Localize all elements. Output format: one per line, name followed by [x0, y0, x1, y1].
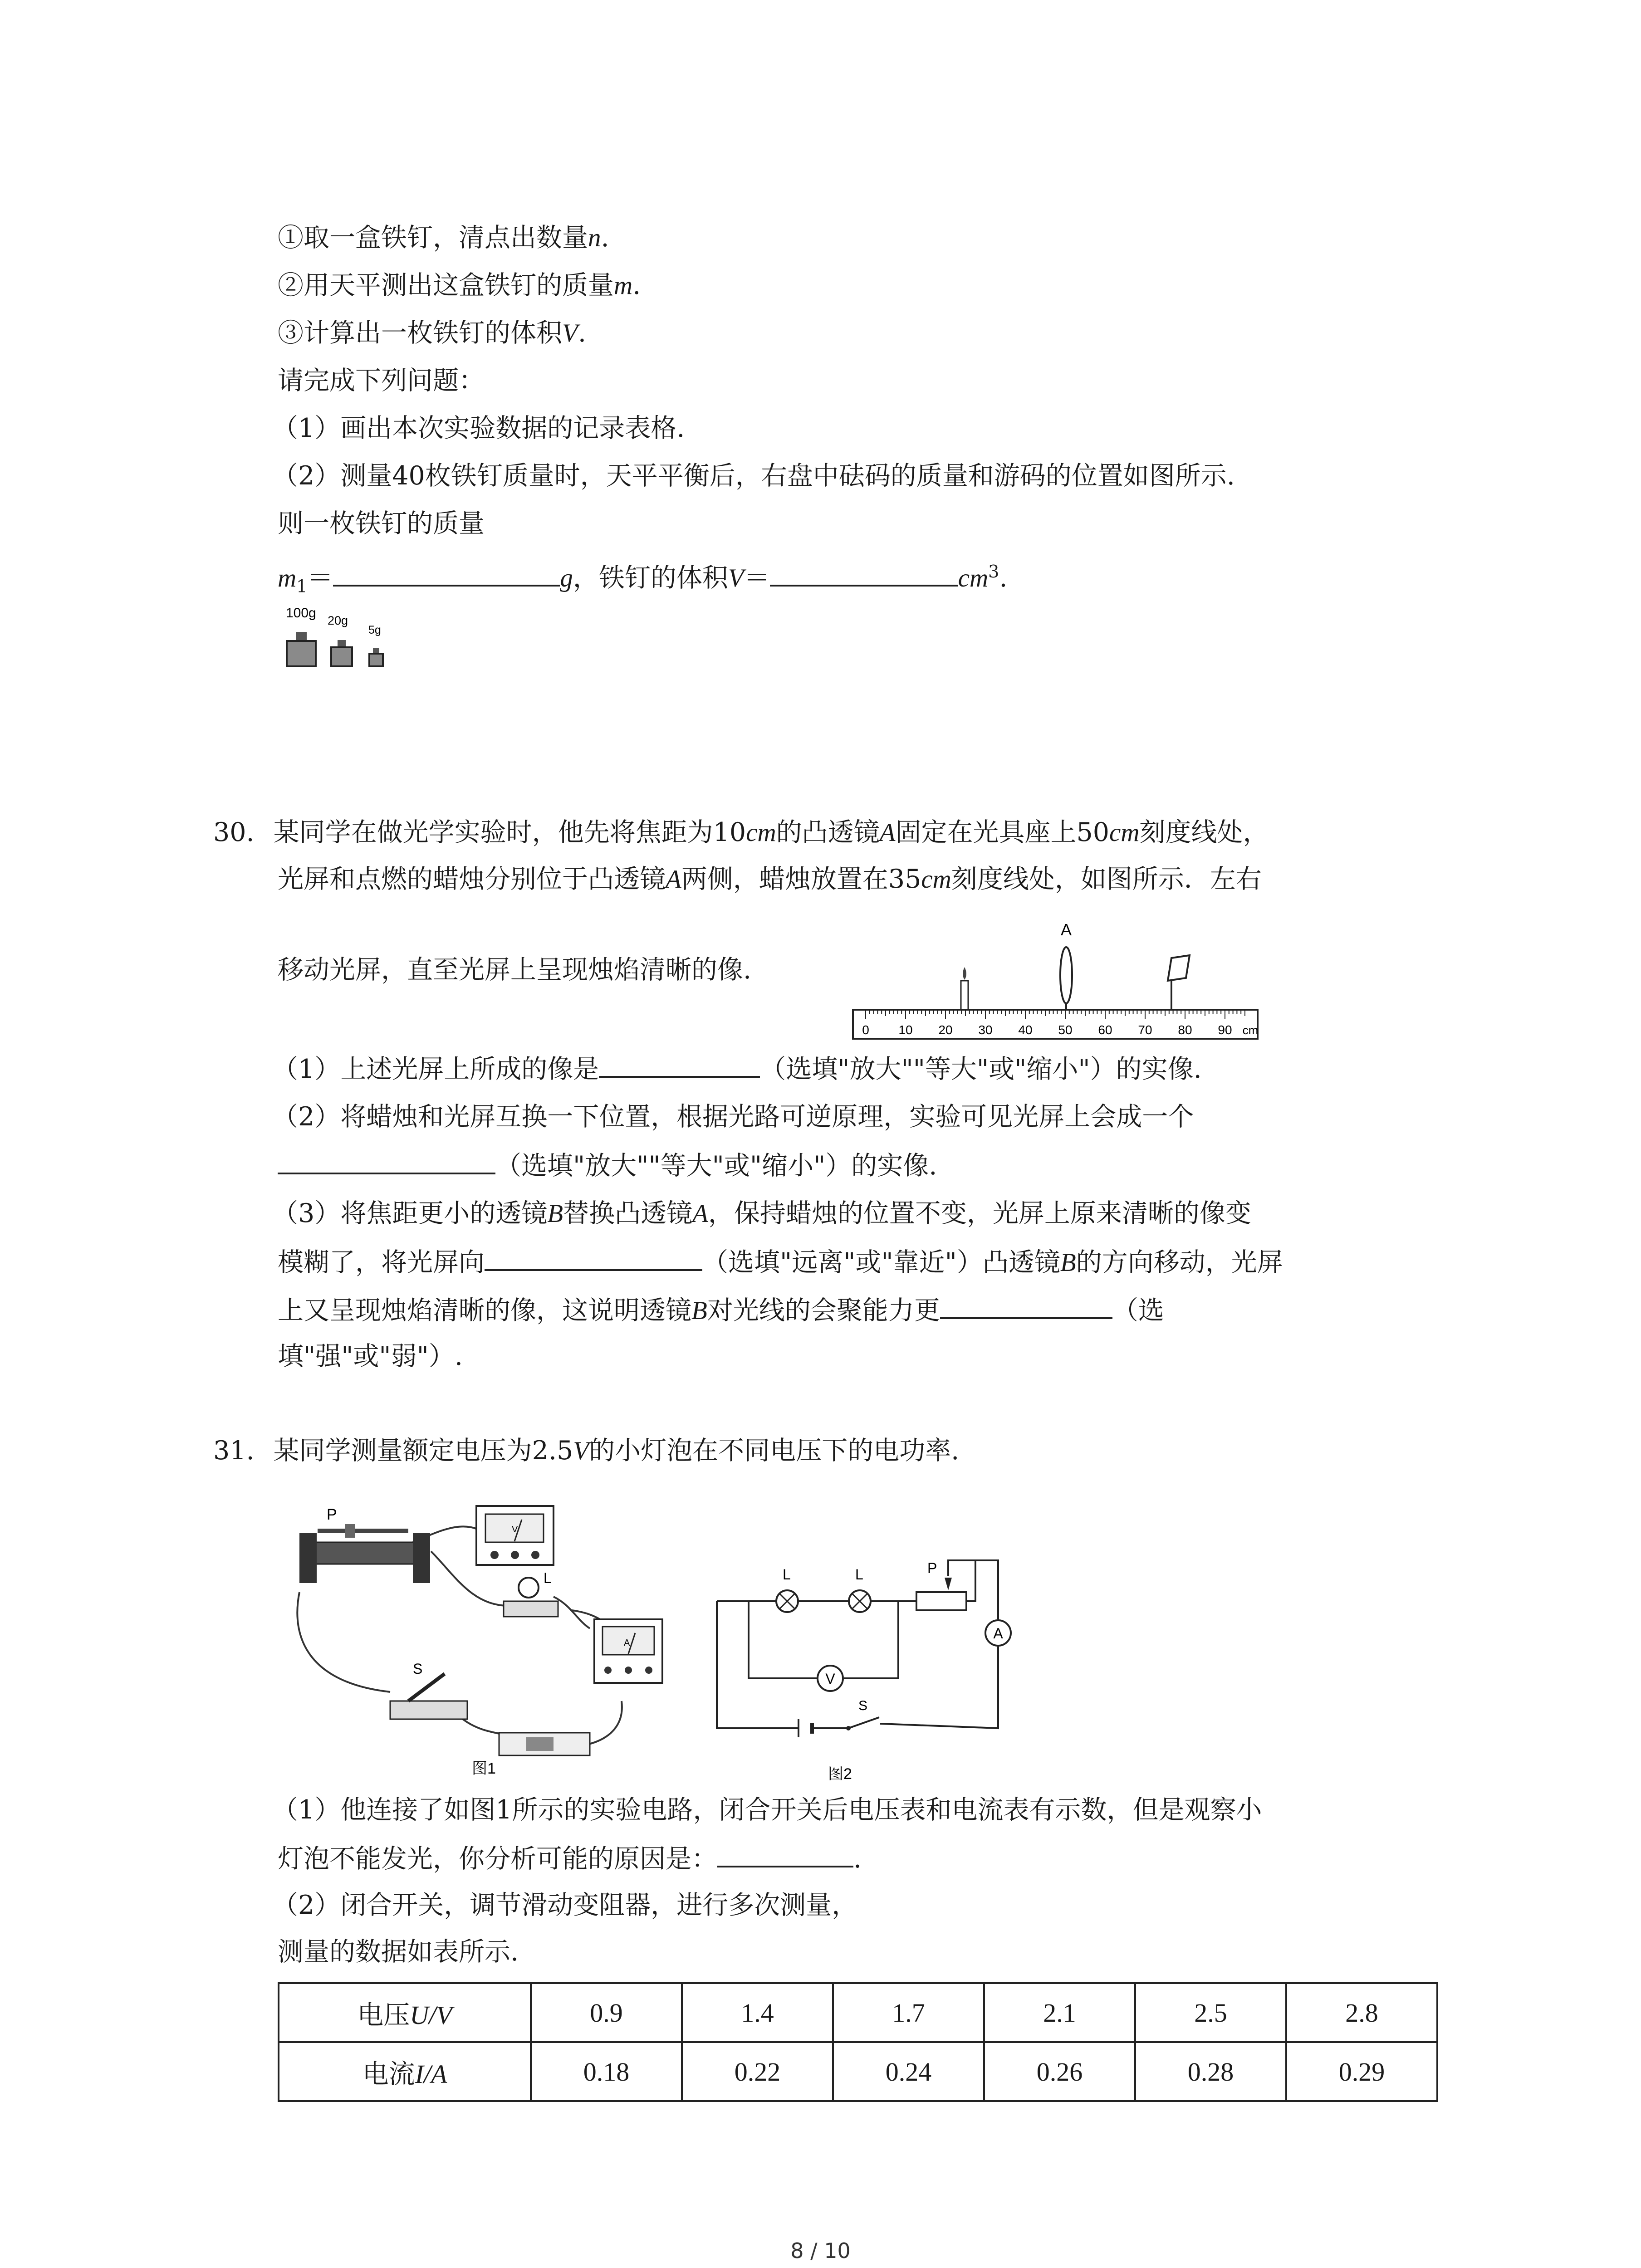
q30-line-3: 移动光屏，直至光屏上呈现烛焰清晰的像. [278, 955, 752, 985]
weight-label-100g: 100g [286, 606, 316, 621]
voltmeter-symbol [818, 1666, 843, 1691]
fig2-label-p: P [927, 1560, 937, 1576]
q29-part-1: （1）画出本次实验数据的记录表格. [272, 413, 685, 443]
svg-text:A: A [624, 1638, 630, 1648]
ruler-tick-label: 0 [862, 1023, 869, 1037]
ruler-tick-label: 60 [1098, 1023, 1112, 1037]
ruler-tick-label: 30 [978, 1023, 993, 1037]
ruler-tick-label: 90 [1218, 1023, 1232, 1037]
page-number: 8 / 10 [790, 2239, 851, 2263]
q31-part-2: （2）闭合开关，调节滑动变阻器，进行多次测量， [272, 1890, 858, 1920]
candle-icon [961, 967, 968, 1010]
fig2-label-l2: L [855, 1566, 863, 1583]
weight-100g-icon [287, 632, 316, 666]
q30-blank-1[interactable] [599, 1050, 760, 1078]
q30-part-3b: 模糊了，将光屏向 （选填"远离"或"靠近"）凸透镜B的方向移动，光屏 [278, 1243, 1283, 1281]
voltmeter-icon [476, 1506, 554, 1565]
table-cell: 0.26 [984, 2042, 1135, 2101]
step-2: ②用天平测出这盒铁钉的质量m. [278, 270, 641, 300]
svg-text:V: V [512, 1525, 518, 1535]
table-cell: 0.9 [531, 1983, 682, 2042]
switch-icon [390, 1674, 467, 1719]
table-row-current [279, 2042, 1437, 2101]
ruler-tick-label: 70 [1138, 1023, 1152, 1037]
step-1: ①取一盒铁钉，清点出数量n. [278, 223, 609, 253]
fig1-label-p: P [327, 1506, 337, 1523]
q30-line-1: 30. 某同学在做光学实验时，他先将焦距为10cm的凸透镜A固定在光具座上50cm刻度线处， [213, 817, 1269, 847]
table-header-current: 电流I/A [279, 2042, 531, 2101]
ruler-tick-label: 80 [1178, 1023, 1192, 1037]
lamp-2-symbol [849, 1590, 871, 1612]
table-header-voltage: 电压U/V [279, 1983, 531, 2042]
q31-blank-1[interactable] [717, 1839, 853, 1867]
ammeter-symbol [985, 1620, 1011, 1646]
rheostat-icon [299, 1524, 430, 1583]
figure-1-physical-circuit [281, 1501, 690, 1778]
table-cell: 2.8 [1286, 1983, 1437, 2042]
figure-2-caption: 图2 [828, 1765, 852, 1783]
table-cell: 1.7 [833, 1983, 984, 2042]
q30-part-1: （1）上述光屏上所成的像是 （选填"放大""等大"或"缩小"）的实像. [272, 1050, 1202, 1087]
optical-bench-figure [848, 916, 1266, 1048]
lens-a-label: A [1060, 920, 1072, 939]
q30-part-2b: （选填"放大""等大"或"缩小"）的实像. [278, 1146, 937, 1184]
battery-icon [499, 1733, 590, 1755]
table-cell: 0.24 [833, 2042, 984, 2101]
step-3: ③计算出一枚铁钉的体积V. [278, 318, 586, 348]
fig1-label-l: L [544, 1570, 552, 1586]
weights-figure [278, 601, 405, 674]
svg-text:V: V [825, 1671, 835, 1687]
figure-2-circuit-diagram [712, 1556, 1030, 1792]
q29-part-2b: 则一枚铁钉的质量 [278, 508, 485, 538]
rheostat-symbol [916, 1578, 966, 1610]
q31-part-1b: 灯泡不能发光，你分析可能的原因是： . [278, 1839, 862, 1877]
weight-label-5g: 5g [368, 624, 381, 636]
q30-part-2: （2）将蜡烛和光屏互换一下位置，根据光路可逆原理，实验可见光屏上会成一个 [272, 1102, 1194, 1132]
switch-symbol [846, 1717, 879, 1730]
table-cell: 0.22 [682, 2042, 833, 2101]
q31-line-1: 31. 某同学测量额定电压为2.5V的小灯泡在不同电压下的电功率. [213, 1436, 960, 1466]
q30-blank-4[interactable] [940, 1291, 1112, 1319]
q29-answer-line: $m_1= g$，铁钉的体积$V= cm^3$. [278, 553, 1007, 604]
ammeter-icon [594, 1619, 662, 1683]
ruler-tick-label: 50 [1058, 1023, 1073, 1037]
q30-blank-2[interactable] [278, 1146, 495, 1174]
lamp-1-symbol [776, 1590, 798, 1612]
q30-number: 30. [213, 817, 255, 847]
convex-lens-icon [1060, 947, 1072, 1010]
fig2-label-l1: L [783, 1566, 791, 1583]
q31-number: 31. [213, 1436, 255, 1466]
ruler-tick-label: 20 [938, 1023, 953, 1037]
ruler-tick-label: 10 [898, 1023, 913, 1037]
fig2-label-s: S [858, 1698, 868, 1713]
q31-part-1: （1）他连接了如图1所示的实验电路，闭合开关后电压表和电流表有示数，但是观察小 [272, 1795, 1262, 1825]
q30-part-3d: 填"强"或"弱"）. [278, 1341, 463, 1371]
q31-part-2b: 测量的数据如表所示. [278, 1937, 519, 1967]
fig1-label-s: S [413, 1661, 423, 1677]
table-row-voltage [279, 1983, 1437, 2042]
figure-1-caption: 图1 [472, 1760, 496, 1777]
table-cell: 0.29 [1286, 2042, 1437, 2101]
table-cell: 2.1 [984, 1983, 1135, 2042]
q30-part-3: （3）将焦距更小的透镜B替换凸透镜A，保持蜡烛的位置不变，光屏上原来清晰的像变 [272, 1198, 1251, 1228]
volume-answer-blank[interactable] [770, 558, 958, 587]
table-cell: 2.5 [1135, 1983, 1286, 2042]
q29-prompt: 请完成下列问题： [278, 366, 485, 396]
data-table [278, 1982, 1438, 2102]
weight-5g-icon [369, 648, 383, 666]
q29-part-2: （2）测量40枚铁钉质量时，天平平衡后，右盘中砝码的质量和游码的位置如图所示. [272, 461, 1235, 491]
table-cell: 1.4 [682, 1983, 833, 2042]
light-screen-icon [1168, 955, 1190, 1010]
q30-line-2: 光屏和点燃的蜡烛分别位于凸透镜A两侧，蜡烛放置在35cm刻度线处，如图所示．左右 [278, 864, 1262, 894]
q30-blank-3[interactable] [485, 1243, 702, 1271]
table-cell: 0.18 [531, 2042, 682, 2101]
m1-answer-blank[interactable] [333, 558, 560, 587]
q30-part-3c: 上又呈现烛焰清晰的像，这说明透镜B对光线的会聚能力更 （选 [278, 1291, 1164, 1329]
ruler-unit-label: cm [1242, 1023, 1259, 1037]
svg-text:A: A [993, 1625, 1003, 1642]
battery-symbol [798, 1719, 812, 1737]
ruler-tick-label: 40 [1018, 1023, 1033, 1037]
table-cell: 0.28 [1135, 2042, 1286, 2101]
weight-20g-icon [331, 640, 352, 666]
ruler [853, 1010, 1258, 1039]
weight-label-20g: 20g [328, 614, 348, 627]
diagram-wires [717, 1560, 998, 1728]
